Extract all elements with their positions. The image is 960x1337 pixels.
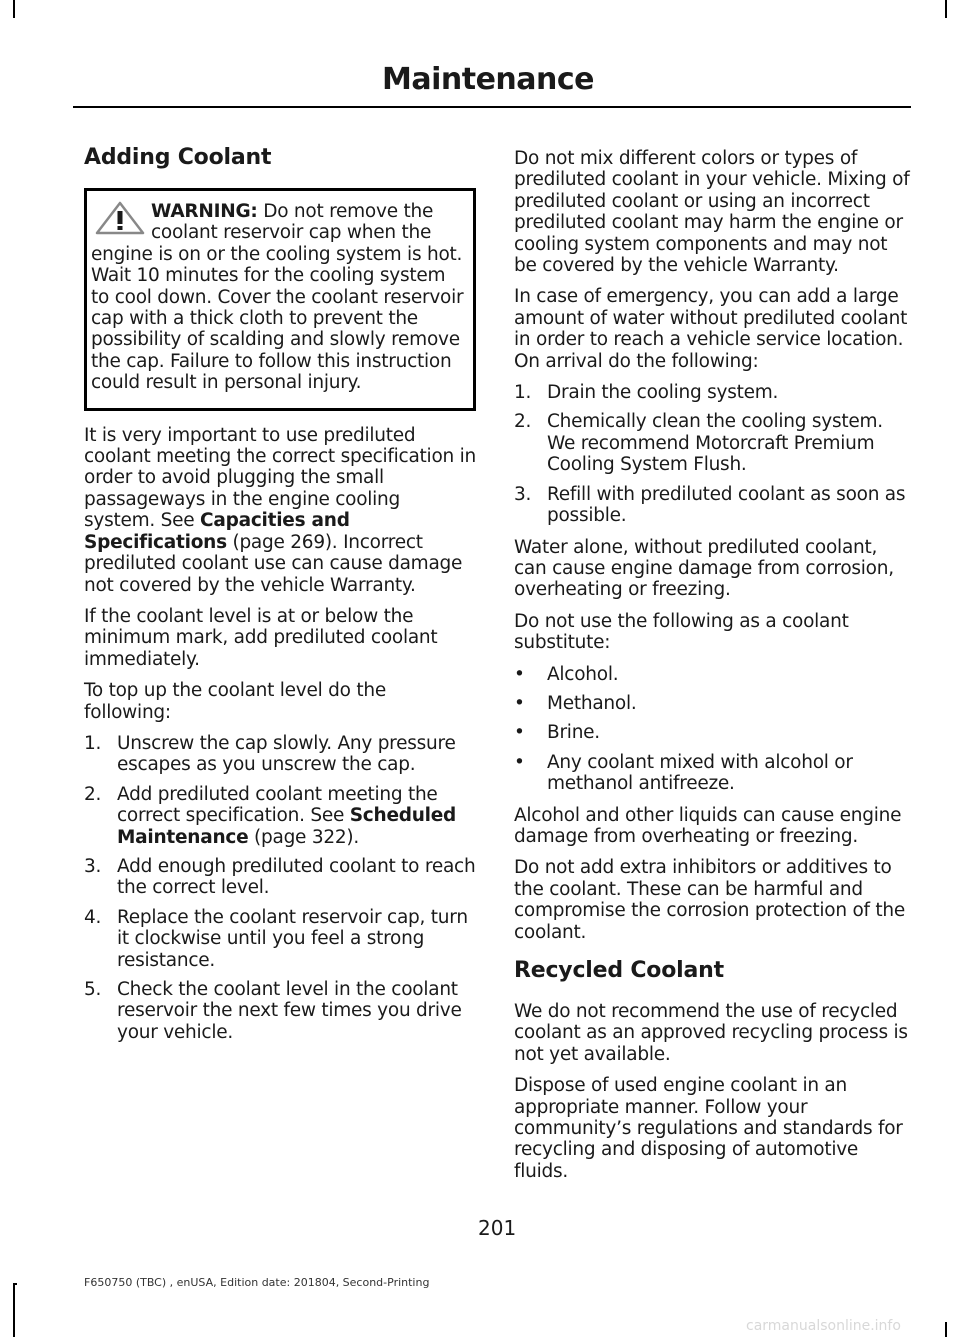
- section-title: Maintenance: [381, 62, 594, 97]
- section-heading: Recycled Coolant: [514, 958, 724, 983]
- section-heading: Adding Coolant: [84, 145, 272, 170]
- paragraph: To top up the coolant level do the following:: [84, 680, 386, 723]
- cross-reference-link[interactable]: Capacities and Specifications: [84, 510, 350, 553]
- list-item: 3. Refill with prediluted coolant as soon as possible.: [514, 483, 906, 527]
- page-number: 201: [478, 1216, 517, 1240]
- cross-reference-link[interactable]: Scheduled Maintenance: [117, 805, 457, 848]
- paragraph: Alcohol and other liquids can cause engine damage from overheating or freezing.: [514, 804, 902, 847]
- crop-mark: [13, 1283, 15, 1337]
- header-divider: [73, 106, 911, 108]
- paragraph: In case of emergency, you can add a large amount of water without prediluted coolant in order to reach a vehicle service location. On arrival do the following:: [514, 286, 908, 372]
- numbered-steps: [514, 382, 910, 526]
- paragraph: We do not recommend the use of recycled coolant as an approved recycling process is not yet available.: [514, 1001, 908, 1065]
- paragraph: Dispose of used engine coolant in an appropriate manner. Follow your community’s regulations and standards for recycling and disposing of automotive fluids.: [514, 1075, 903, 1182]
- crop-mark: [13, 1283, 17, 1285]
- list-item: • Any coolant mixed with alcohol or methanol antifreeze.: [514, 751, 853, 795]
- list-item: • Alcohol.: [514, 663, 619, 685]
- list-item: 1. Drain the cooling system.: [514, 382, 779, 404]
- warning-box: [84, 188, 476, 411]
- paragraph: Do not add extra inhibitors or additives to the coolant. These can be harmful and compromise the corrosion protection of the coolant.: [514, 857, 906, 943]
- list-item: • Methanol.: [514, 692, 637, 714]
- right-column: [514, 148, 910, 1192]
- bullet-list: [514, 664, 910, 795]
- paragraph: Do not mix different colors or types of prediluted coolant in your vehicle. Mixing of prediluted coolant or using an incorrect prediluted coolant may harm the engine or cooling system components and may not be covered by the vehicle Warranty.: [514, 148, 910, 277]
- crop-mark: [13, 0, 15, 18]
- crop-mark: [945, 1322, 947, 1337]
- edition-footer: F650750 (TBC) , enUSA, Edition date: 201804, Second-Printing: [84, 1276, 430, 1289]
- list-item: 2. Add prediluted coolant meeting the correct specification. See Scheduled Maintenance (page 322).: [84, 783, 457, 848]
- warning-text: Do not remove the coolant reservoir cap when the engine is on or the cooling system is hot. Wait 10 minutes for the cooling system to cool down. Cover the coolant reservoir cap with a thick cloth to prevent the possibility of scalding and slowly remove the cap. Failure to follow this instruction could result in personal injury.: [91, 201, 464, 394]
- watermark: carmanualsonline.info: [746, 1318, 901, 1334]
- paragraph: Water alone, without prediluted coolant, can cause engine damage from corrosion, overheating or freezing.: [514, 536, 894, 601]
- warning-label: WARNING:: [151, 201, 258, 222]
- paragraph: It is very important to use prediluted coolant meeting the correct specification in order to avoid plugging the small passageways in the engine cooling system. See Capacities and Specifications (page 269). Incorrect prediluted coolant use can cause damage not covered by the vehicle Warranty.: [84, 424, 476, 596]
- list-item: 4. Replace the coolant reservoir cap, turn it clockwise until you feel a strong resistance.: [84, 906, 468, 971]
- numbered-steps: [84, 733, 476, 1043]
- warning-triangle-icon: [91, 201, 149, 235]
- paragraph: If the coolant level is at or below the minimum mark, add prediluted coolant immediately.: [84, 605, 438, 670]
- crop-mark: [945, 0, 947, 18]
- paragraph: Do not use the following as a coolant substitute:: [514, 610, 849, 654]
- list-item: • Brine.: [514, 722, 600, 744]
- list-item: 2. Chemically clean the cooling system. We recommend Motorcraft Premium Cooling System Flush.: [514, 411, 883, 476]
- list-item: 5. Check the coolant level in the coolant reservoir the next few times you drive your vehicle.: [84, 979, 462, 1043]
- list-item: 1. Unscrew the cap slowly. Any pressure escapes as you unscrew the cap.: [84, 732, 456, 776]
- left-column: [84, 144, 476, 1053]
- list-item: 3. Add enough prediluted coolant to reach the correct level.: [84, 855, 476, 899]
